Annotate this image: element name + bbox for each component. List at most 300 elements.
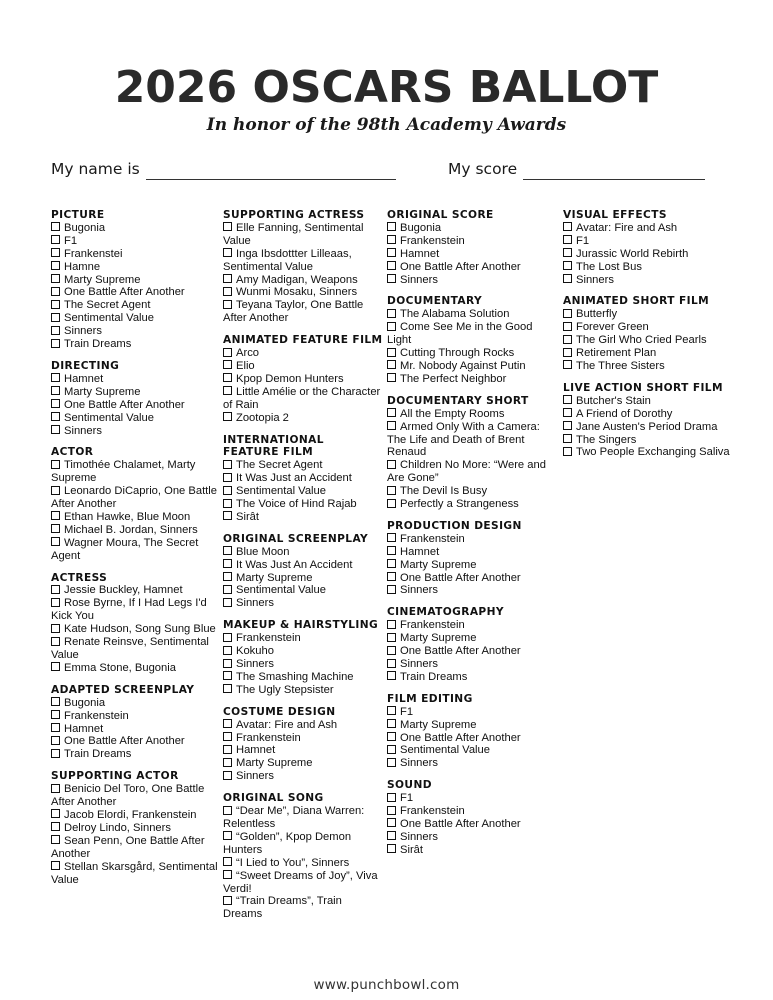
nominee-option[interactable] <box>387 719 559 732</box>
checkbox-icon[interactable] <box>51 261 60 270</box>
checkbox-icon[interactable] <box>223 412 232 421</box>
nominee-option[interactable] <box>51 312 219 325</box>
nominee-label: One Battle After Another <box>400 571 521 584</box>
nominee-option[interactable] <box>223 373 383 386</box>
nominee-label: Blue Moon <box>236 545 290 558</box>
nominee-option[interactable] <box>223 805 383 831</box>
nominee-option[interactable] <box>387 321 559 347</box>
category-heading: DOCUMENTARY SHORT <box>387 394 529 407</box>
nominee-option[interactable] <box>387 632 559 645</box>
nominee-label: Sentimental Value <box>400 744 490 757</box>
nominee-option[interactable] <box>387 831 559 844</box>
nominee-option[interactable] <box>387 235 559 248</box>
checkbox-icon[interactable] <box>223 222 232 231</box>
nominee-option[interactable] <box>223 572 383 585</box>
nominee-label: Bugonia <box>64 696 106 709</box>
nominee-option[interactable] <box>387 408 559 421</box>
category-heading: ANIMATED FEATURE FILM <box>223 334 383 347</box>
nominee-option[interactable] <box>387 261 559 274</box>
checkbox-icon[interactable] <box>223 360 232 369</box>
nominee-label: Benicio Del Toro, One Battle After Another <box>51 783 205 809</box>
checkbox-icon[interactable] <box>387 421 396 430</box>
checkbox-icon[interactable] <box>387 633 396 642</box>
nominee-option[interactable] <box>223 684 383 697</box>
nominee-label: Cutting Through Rocks <box>400 347 515 360</box>
nominee-label: Wunmi Mosaku, Sinners <box>236 286 358 299</box>
checkbox-icon[interactable] <box>51 399 60 408</box>
nominee-option[interactable] <box>563 334 763 347</box>
checkbox-icon[interactable] <box>387 408 396 417</box>
checkbox-icon[interactable] <box>387 274 396 283</box>
nominee-option[interactable] <box>563 434 763 447</box>
nominee-option[interactable] <box>563 222 763 235</box>
nominee-option[interactable] <box>223 472 383 485</box>
checkbox-icon[interactable] <box>563 360 572 369</box>
nominee-label: Perfectly a Strangeness <box>400 498 519 511</box>
nominee-option[interactable] <box>51 412 219 425</box>
checkbox-icon[interactable] <box>51 460 60 469</box>
nominee-option[interactable] <box>223 857 383 870</box>
checkbox-icon[interactable] <box>223 348 232 357</box>
checkbox-icon[interactable] <box>223 248 232 257</box>
nominee-option[interactable] <box>223 299 383 325</box>
nominee-label: Avatar: Fire and Ash <box>236 718 338 731</box>
nominee-option[interactable] <box>563 347 763 360</box>
checkbox-icon[interactable] <box>387 348 396 357</box>
checkbox-icon[interactable] <box>223 633 232 642</box>
nominee-label: Rose Byrne, If I Had Legs I'd Kick You <box>51 597 207 623</box>
nominee-option[interactable] <box>387 658 559 671</box>
checkbox-icon[interactable] <box>563 309 572 318</box>
checkbox-icon[interactable] <box>223 486 232 495</box>
checkbox-icon[interactable] <box>223 300 232 309</box>
checkbox-icon[interactable] <box>51 222 60 231</box>
nominee-label: Bugonia <box>64 221 106 234</box>
checkbox-icon[interactable] <box>387 322 396 331</box>
checkbox-icon[interactable] <box>387 373 396 382</box>
checkbox-icon[interactable] <box>51 736 60 745</box>
nominee-option[interactable] <box>387 792 559 805</box>
nominee-option[interactable] <box>223 248 383 274</box>
ballot-fields <box>51 158 711 182</box>
checkbox-icon[interactable] <box>51 822 60 831</box>
nominee-option[interactable] <box>51 274 219 287</box>
checkbox-icon[interactable] <box>51 235 60 244</box>
nominee-label: Two People Exchanging Saliva <box>576 446 730 459</box>
nominee-option[interactable] <box>51 485 219 511</box>
nominee-label: Frankenstein <box>400 619 465 632</box>
nominee-option[interactable] <box>51 735 219 748</box>
nominee-option[interactable] <box>51 597 219 623</box>
checkbox-icon[interactable] <box>387 222 396 231</box>
nominee-option[interactable] <box>223 274 383 287</box>
checkbox-icon[interactable] <box>51 287 60 296</box>
nominee-label: The Lost Bus <box>576 260 642 273</box>
checkbox-icon[interactable] <box>223 572 232 581</box>
checkbox-icon[interactable] <box>223 499 232 508</box>
checkbox-icon[interactable] <box>223 771 232 780</box>
nominee-option[interactable] <box>223 770 383 783</box>
nominee-option[interactable] <box>51 459 219 485</box>
checkbox-icon[interactable] <box>223 559 232 568</box>
nominee-option[interactable] <box>387 485 559 498</box>
checkbox-icon[interactable] <box>387 732 396 741</box>
checkbox-icon[interactable] <box>51 637 60 646</box>
nominee-label: The Alabama Solution <box>400 308 510 321</box>
nominee-label: Kpop Demon Hunters <box>236 372 344 385</box>
checkbox-icon[interactable] <box>387 572 396 581</box>
nominee-label: Armed Only With a Camera: The Life and Death of Brent Renaud <box>387 420 540 459</box>
nominee-option[interactable] <box>223 632 383 645</box>
checkbox-icon[interactable] <box>387 793 396 802</box>
checkbox-icon[interactable] <box>387 745 396 754</box>
checkbox-icon[interactable] <box>223 745 232 754</box>
nominee-label: One Battle After Another <box>400 260 521 273</box>
checkbox-icon[interactable] <box>387 360 396 369</box>
nominee-option[interactable] <box>563 274 763 287</box>
nominee-option[interactable] <box>51 325 219 338</box>
nominee-label: Leonardo DiCaprio, One Battle After Another <box>51 485 217 511</box>
nominee-option[interactable] <box>563 235 763 248</box>
checkbox-icon[interactable] <box>387 499 396 508</box>
nominee-option[interactable] <box>51 662 219 675</box>
nominee-option[interactable] <box>223 286 383 299</box>
nominee-option[interactable] <box>387 645 559 658</box>
nominee-option[interactable] <box>563 360 763 373</box>
nominee-label: Jessie Buckley, Hamnet <box>64 584 183 597</box>
checkbox-icon[interactable] <box>387 806 396 815</box>
nominee-option[interactable] <box>223 386 383 412</box>
nominee-option[interactable] <box>387 584 559 597</box>
nominee-option[interactable] <box>563 395 763 408</box>
checkbox-icon[interactable] <box>51 861 60 870</box>
nominee-option[interactable] <box>223 347 383 360</box>
category-production-design <box>387 520 559 597</box>
category-heading: ACTOR <box>51 446 94 459</box>
nominee-label: One Battle After Another <box>400 731 521 744</box>
nominee-option[interactable] <box>51 511 219 524</box>
checkbox-icon[interactable] <box>387 758 396 767</box>
checkbox-icon[interactable] <box>223 719 232 728</box>
checkbox-icon[interactable] <box>387 646 396 655</box>
nominee-label: Marty Supreme <box>64 385 141 398</box>
nominee-option[interactable] <box>51 386 219 399</box>
nominee-option[interactable] <box>51 822 219 835</box>
checkbox-icon[interactable] <box>51 697 60 706</box>
nominee-label: One Battle After Another <box>64 735 185 748</box>
checkbox-icon[interactable] <box>563 322 572 331</box>
checkbox-icon[interactable] <box>51 598 60 607</box>
nominee-option[interactable] <box>223 831 383 857</box>
nominee-option[interactable] <box>387 274 559 287</box>
nominee-option[interactable] <box>51 809 219 822</box>
checkbox-icon[interactable] <box>51 710 60 719</box>
nominee-option[interactable] <box>387 459 559 485</box>
nominee-option[interactable] <box>51 248 219 261</box>
checkbox-icon[interactable] <box>223 896 232 905</box>
checkbox-icon[interactable] <box>51 835 60 844</box>
category-column-4 <box>563 209 763 468</box>
checkbox-icon[interactable] <box>387 719 396 728</box>
checkbox-icon[interactable] <box>223 646 232 655</box>
nominee-label: Sentimental Value <box>236 584 326 597</box>
nominee-option[interactable] <box>51 748 219 761</box>
nominee-option[interactable] <box>387 572 559 585</box>
checkbox-icon[interactable] <box>51 585 60 594</box>
checkbox-icon[interactable] <box>563 335 572 344</box>
nominee-option[interactable] <box>387 559 559 572</box>
checkbox-icon[interactable] <box>223 758 232 767</box>
checkbox-icon[interactable] <box>223 806 232 815</box>
nominee-option[interactable] <box>51 261 219 274</box>
nominee-option[interactable] <box>223 360 383 373</box>
nominee-option[interactable] <box>223 870 383 896</box>
nominee-option[interactable] <box>387 818 559 831</box>
nominee-label: Frankenstein <box>400 234 465 247</box>
nominee-option[interactable] <box>51 338 219 351</box>
checkbox-icon[interactable] <box>223 732 232 741</box>
checkbox-icon[interactable] <box>563 235 572 244</box>
nominee-label: Emma Stone, Bugonia <box>64 661 176 674</box>
checkbox-icon[interactable] <box>387 533 396 542</box>
nominee-option[interactable] <box>223 485 383 498</box>
checkbox-icon[interactable] <box>387 309 396 318</box>
checkbox-icon[interactable] <box>223 386 232 395</box>
checkbox-icon[interactable] <box>51 537 60 546</box>
checkbox-icon[interactable] <box>387 844 396 853</box>
nominee-option[interactable] <box>223 597 383 610</box>
nominee-option[interactable] <box>387 360 559 373</box>
checkbox-icon[interactable] <box>223 473 232 482</box>
checkbox-icon[interactable] <box>51 809 60 818</box>
checkbox-icon[interactable] <box>387 671 396 680</box>
nominee-option[interactable] <box>387 248 559 261</box>
category-heading: MAKEUP & HAIRSTYLING <box>223 619 379 632</box>
nominee-option[interactable] <box>51 286 219 299</box>
nominee-option[interactable] <box>223 732 383 745</box>
checkbox-icon[interactable] <box>387 235 396 244</box>
nominee-option[interactable] <box>223 671 383 684</box>
nominee-option[interactable] <box>223 719 383 732</box>
nominee-option[interactable] <box>387 844 559 857</box>
nominee-option[interactable] <box>563 308 763 321</box>
nominee-option[interactable] <box>387 421 559 460</box>
nominee-option[interactable] <box>51 710 219 723</box>
nominee-option[interactable] <box>563 421 763 434</box>
checkbox-icon[interactable] <box>563 395 572 404</box>
checkbox-icon[interactable] <box>223 511 232 520</box>
nominee-option[interactable] <box>51 861 219 887</box>
nominee-option[interactable] <box>51 524 219 537</box>
category-makeup-hairstyling <box>223 619 383 696</box>
nominee-option[interactable] <box>563 408 763 421</box>
nominee-option[interactable] <box>51 584 219 597</box>
checkbox-icon[interactable] <box>563 348 572 357</box>
checkbox-icon[interactable] <box>223 870 232 879</box>
category-supporting-actor <box>51 770 219 886</box>
checkbox-icon[interactable] <box>51 274 60 283</box>
checkbox-icon[interactable] <box>51 373 60 382</box>
checkbox-icon[interactable] <box>563 434 572 443</box>
checkbox-icon[interactable] <box>223 274 232 283</box>
checkbox-icon[interactable] <box>51 662 60 671</box>
checkbox-icon[interactable] <box>387 585 396 594</box>
category-picture <box>51 209 219 351</box>
checkbox-icon[interactable] <box>223 585 232 594</box>
checkbox-icon[interactable] <box>387 620 396 629</box>
checkbox-icon[interactable] <box>223 373 232 382</box>
nominee-option[interactable] <box>51 723 219 736</box>
category-animated-short-film <box>563 295 763 372</box>
checkbox-icon[interactable] <box>563 421 572 430</box>
category-heading: ORIGINAL SCREENPLAY <box>223 532 369 545</box>
checkbox-icon[interactable] <box>387 831 396 840</box>
nominee-option[interactable] <box>387 308 559 321</box>
category-documentary <box>387 295 559 385</box>
nominee-option[interactable] <box>223 222 383 248</box>
checkbox-icon[interactable] <box>387 659 396 668</box>
checkbox-icon[interactable] <box>387 486 396 495</box>
nominee-option[interactable] <box>51 299 219 312</box>
nominee-label: “I Lied to You”, Sinners <box>236 856 350 869</box>
nominee-option[interactable] <box>387 546 559 559</box>
checkbox-icon[interactable] <box>51 300 60 309</box>
nominee-option[interactable] <box>387 732 559 745</box>
checkbox-icon[interactable] <box>51 524 60 533</box>
checkbox-icon[interactable] <box>223 831 232 840</box>
checkbox-icon[interactable] <box>51 339 60 348</box>
nominee-option[interactable] <box>223 757 383 770</box>
nominee-label: Elio <box>236 359 255 372</box>
category-heading: PICTURE <box>51 209 105 221</box>
checkbox-icon[interactable] <box>51 749 60 758</box>
nominee-option[interactable] <box>563 248 763 261</box>
checkbox-icon[interactable] <box>223 287 232 296</box>
score-field-group <box>448 158 705 180</box>
nominee-label: Ethan Hawke, Blue Moon <box>64 510 191 523</box>
nominee-option[interactable] <box>387 671 559 684</box>
nominee-option[interactable] <box>223 658 383 671</box>
nominee-option[interactable] <box>51 783 219 809</box>
nominee-option[interactable] <box>223 412 383 425</box>
checkbox-icon[interactable] <box>387 818 396 827</box>
nominee-label: Sinners <box>400 658 438 670</box>
checkbox-icon[interactable] <box>223 460 232 469</box>
nominee-option[interactable] <box>51 537 219 563</box>
checkbox-icon[interactable] <box>51 412 60 421</box>
checkbox-icon[interactable] <box>51 386 60 395</box>
category-heading: SUPPORTING ACTOR <box>51 770 179 783</box>
checkbox-icon[interactable] <box>223 546 232 555</box>
nominee-option[interactable] <box>223 459 383 472</box>
category-cinematography <box>387 606 559 683</box>
checkbox-icon[interactable] <box>387 559 396 568</box>
nominee-option[interactable] <box>223 511 383 524</box>
nominee-label: Sirât <box>236 510 260 523</box>
nominee-option[interactable] <box>223 546 383 559</box>
checkbox-icon[interactable] <box>563 222 572 231</box>
checkbox-icon[interactable] <box>563 274 572 283</box>
checkbox-icon[interactable] <box>51 326 60 335</box>
nominee-label: The Secret Agent <box>236 459 323 472</box>
nominee-option[interactable] <box>387 805 559 818</box>
nominee-option[interactable] <box>51 623 219 636</box>
nominee-option[interactable] <box>387 347 559 360</box>
nominee-label: Sentimental Value <box>64 312 154 325</box>
nominee-label: It Was Just An Accident <box>236 558 353 571</box>
checkbox-icon[interactable] <box>51 486 60 495</box>
nominee-option[interactable] <box>51 373 219 386</box>
checkbox-icon[interactable] <box>223 857 232 866</box>
nominee-option[interactable] <box>223 744 383 757</box>
score-input-line[interactable] <box>523 161 705 180</box>
nominee-option[interactable] <box>563 446 763 459</box>
checkbox-icon[interactable] <box>223 598 232 607</box>
nominee-option[interactable] <box>51 835 219 861</box>
checkbox-icon[interactable] <box>51 624 60 633</box>
nominee-option[interactable] <box>223 895 383 921</box>
nominee-option[interactable] <box>387 619 559 632</box>
nominee-option[interactable] <box>563 321 763 334</box>
nominee-option[interactable] <box>223 645 383 658</box>
checkbox-icon[interactable] <box>223 684 232 693</box>
nominee-option[interactable] <box>387 498 559 511</box>
nominee-option[interactable] <box>223 498 383 511</box>
checkbox-icon[interactable] <box>387 248 396 257</box>
checkbox-icon[interactable] <box>387 460 396 469</box>
nominee-option[interactable] <box>223 559 383 572</box>
category-heading: SUPPORTING ACTRESS <box>223 209 365 221</box>
checkbox-icon[interactable] <box>387 546 396 555</box>
checkbox-icon[interactable] <box>51 248 60 257</box>
checkbox-icon[interactable] <box>51 723 60 732</box>
checkbox-icon[interactable] <box>223 671 232 680</box>
nominee-option[interactable] <box>563 261 763 274</box>
category-heading: PRODUCTION DESIGN <box>387 519 522 532</box>
nominee-option[interactable] <box>223 584 383 597</box>
nominee-option[interactable] <box>387 757 559 770</box>
category-heading: SOUND <box>387 779 432 792</box>
checkbox-icon[interactable] <box>563 248 572 257</box>
nominee-option[interactable] <box>51 399 219 412</box>
nominee-label: Mr. Nobody Against Putin <box>400 359 526 372</box>
checkbox-icon[interactable] <box>563 447 572 456</box>
checkbox-icon[interactable] <box>387 261 396 270</box>
nominee-option[interactable] <box>387 706 559 719</box>
nominee-option[interactable] <box>51 697 219 710</box>
checkbox-icon[interactable] <box>51 425 60 434</box>
checkbox-icon[interactable] <box>563 408 572 417</box>
nominee-label: Sinners <box>400 830 438 843</box>
checkbox-icon[interactable] <box>51 784 60 793</box>
checkbox-icon[interactable] <box>563 261 572 270</box>
nominee-option[interactable] <box>387 222 559 235</box>
nominee-option[interactable] <box>51 636 219 662</box>
nominee-label: One Battle After Another <box>400 817 521 830</box>
name-input-line[interactable] <box>146 161 396 180</box>
nominee-option[interactable] <box>387 744 559 757</box>
nominee-option[interactable] <box>51 235 219 248</box>
checkbox-icon[interactable] <box>51 511 60 520</box>
nominee-label: The Smashing Machine <box>236 670 354 683</box>
checkbox-icon[interactable] <box>223 659 232 668</box>
checkbox-icon[interactable] <box>387 706 396 715</box>
checkbox-icon[interactable] <box>51 313 60 322</box>
nominee-option[interactable] <box>387 533 559 546</box>
nominee-option[interactable] <box>51 222 219 235</box>
nominee-option[interactable] <box>51 425 219 438</box>
nominee-option[interactable] <box>387 373 559 386</box>
